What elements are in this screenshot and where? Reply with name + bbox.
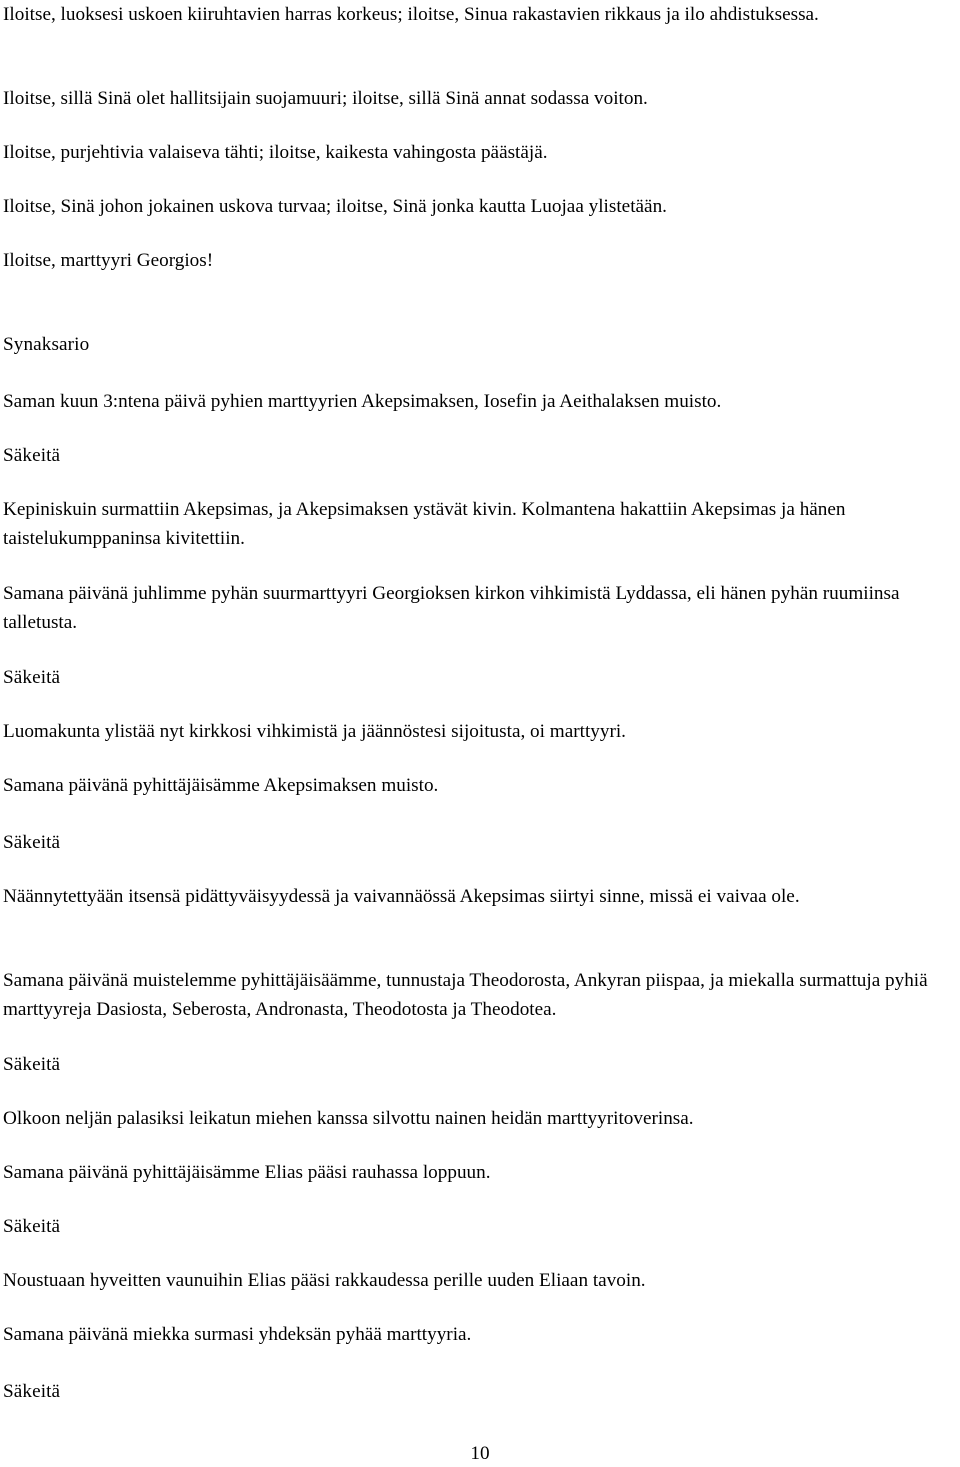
verses-heading: Säkeitä xyxy=(3,1381,61,1402)
paragraph-luomakunta: Luomakunta ylistää nyt kirkkosi vihkimistä ja jäännöstesi sijoitusta, oi marttyyri. xyxy=(3,721,626,742)
paragraph-iloitse-korkeus: Iloitse, luoksesi uskoen kiiruhtavien harras korkeus; iloitse, Sinua rakastavien rikkaus ja ilo ahdistuksessa. xyxy=(3,4,819,25)
paragraph-naannytettyaan: Näännytettyään itsensä pidättyväisyydessä ja vaivannäössä Akepsimas siirtyi sinne, missä ei vaivaa ole. xyxy=(3,886,800,907)
paragraph-olkoon: Olkoon neljän palasiksi leikatun miehen kanssa silvottu nainen heidän marttyyritoverinsa. xyxy=(3,1108,694,1129)
paragraph-noustuaan: Noustuaan hyveitten vaunuihin Elias pääsi rakkaudessa perille uuden Eliaan tavoin. xyxy=(3,1270,646,1291)
paragraph-yhdeksan-marttyyria: Samana päivänä miekka surmasi yhdeksän pyhää marttyyria. xyxy=(3,1324,472,1345)
paragraph-akepsimas-muisto: Saman kuun 3:ntena päivä pyhien marttyyrien Akepsimaksen, Iosefin ja Aeithalaksen muisto. xyxy=(3,391,722,412)
paragraph-georgios-kirkko: Samana päivänä juhlimme pyhän suurmarttyyri Georgioksen kirkon vihkimistä Lyddassa, eli hänen pyhän ruumiinsa talletusta. xyxy=(3,583,900,633)
paragraph-iloitse-suojamuuri: Iloitse, sillä Sinä olet hallitsijain suojamuuri; iloitse, sillä Sinä annat sodassa voiton. xyxy=(3,88,648,109)
paragraph-kepiniskuin: Kepiniskuin surmattiin Akepsimas, ja Akepsimaksen ystävät kivin. Kolmantena hakattiin Akepsimas ja hänen taistelukumppaninsa kivitettiin. xyxy=(3,499,846,549)
verses-heading: Säkeitä xyxy=(3,445,61,466)
paragraph-iloitse-tahti: Iloitse, purjehtivia valaiseva tähti; iloitse, kaikesta vahingosta päästäjä. xyxy=(3,142,548,163)
paragraph-iloitse-turvaa: Iloitse, Sinä johon jokainen uskova turvaa; iloitse, Sinä jonka kautta Luojaa ylistetään. xyxy=(3,196,667,217)
paragraph-akepsimas-pyhittaja: Samana päivänä pyhittäjäisämme Akepsimaksen muisto. xyxy=(3,775,439,796)
paragraph-elias: Samana päivänä pyhittäjäisämme Elias pääsi rauhassa loppuun. xyxy=(3,1162,491,1183)
verses-heading: Säkeitä xyxy=(3,1216,61,1237)
paragraph-theodoros: Samana päivänä muistelemme pyhittäjäisäämme, tunnustaja Theodorosta, Ankyran piispaa, ja miekalla surmattuja pyhiä marttyyreja Dasiosta, Seberosta, Andronasta, Theodotosta ja Theodotea. xyxy=(3,970,928,1020)
verses-heading: Säkeitä xyxy=(3,832,61,853)
verses-heading: Säkeitä xyxy=(3,1054,61,1075)
paragraph-iloitse-georgios: Iloitse, marttyyri Georgios! xyxy=(3,250,214,271)
verses-heading: Säkeitä xyxy=(3,667,61,688)
page-number: 10 xyxy=(470,1443,490,1464)
section-heading-synaksario: Synaksario xyxy=(3,334,90,355)
